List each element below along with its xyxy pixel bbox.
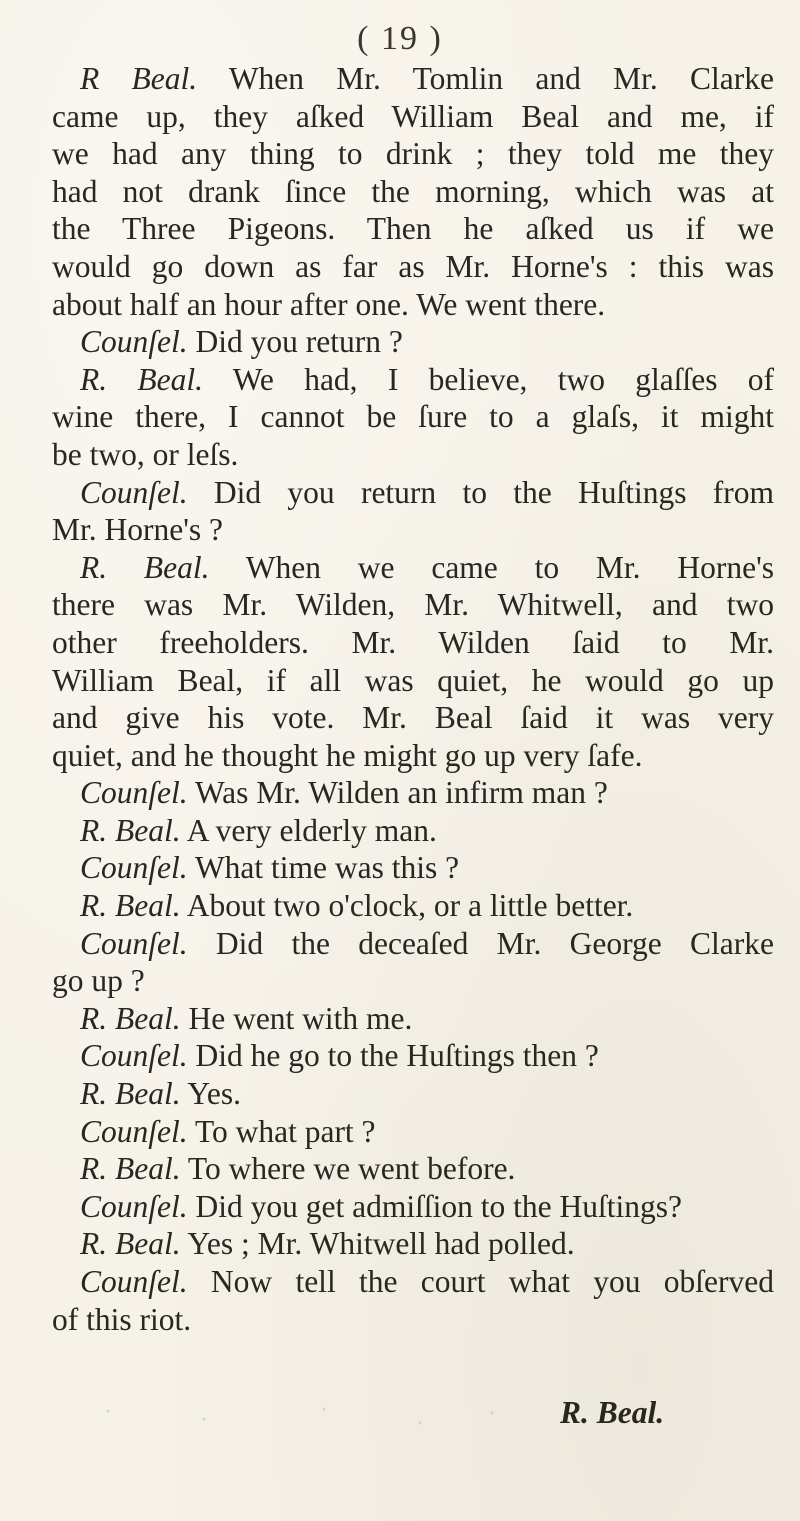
text-line bbox=[52, 210, 774, 248]
line-text: Did you get admiſſion to the Huſtings? bbox=[195, 1188, 682, 1224]
text-line bbox=[52, 1150, 774, 1188]
speaker-label: Counſel. bbox=[80, 324, 188, 360]
speaker-label: Counſel. bbox=[80, 1038, 188, 1074]
text-line bbox=[52, 248, 774, 286]
speaker-label: Counſel. bbox=[80, 1113, 188, 1149]
text-line bbox=[52, 361, 774, 399]
speaker-label: R. Beal. bbox=[80, 1151, 181, 1187]
text-line bbox=[52, 323, 774, 361]
line-text: A very elderly man. bbox=[186, 812, 437, 848]
line-text: Mr. Horne's ? bbox=[52, 512, 224, 548]
line-text: When we came to Mr. Horne's bbox=[245, 549, 774, 585]
line-text: Was Mr. Wilden an infirm man ? bbox=[194, 775, 608, 811]
line-text: William Beal, if all was quiet, he would go up bbox=[52, 662, 774, 698]
line-text: We had, I believe, two glaſſes of bbox=[232, 361, 774, 397]
text-line bbox=[52, 135, 774, 173]
speaker-label: Counſel. bbox=[80, 925, 188, 961]
page-number: ( 19 ) bbox=[357, 20, 443, 57]
speaker-label: R. Beal. bbox=[80, 1076, 181, 1112]
text-line bbox=[52, 1113, 774, 1151]
text-line bbox=[52, 98, 774, 136]
line-text: we had any thing to drink ; they told me they bbox=[52, 136, 774, 172]
text-line bbox=[52, 737, 774, 775]
text-line bbox=[52, 699, 774, 737]
text-line bbox=[52, 624, 774, 662]
speaker-label: R. Beal. bbox=[80, 1226, 181, 1262]
line-text: Did he go to the Huſtings then ? bbox=[195, 1038, 599, 1074]
text-line bbox=[52, 549, 774, 587]
line-text: Yes ; Mr. Whitwell had polled. bbox=[187, 1226, 575, 1262]
speaker-label: Counſel. bbox=[80, 1264, 188, 1299]
text-line bbox=[52, 1263, 774, 1301]
text-line bbox=[52, 849, 774, 887]
speaker-label: Counſel. bbox=[80, 1188, 188, 1224]
text-line bbox=[52, 1225, 774, 1263]
text-line bbox=[52, 962, 774, 1000]
line-text: About two o'clock, or a little better. bbox=[186, 888, 634, 924]
speaker-label: Counſel. bbox=[80, 850, 188, 886]
text-line bbox=[52, 1301, 774, 1339]
text-line bbox=[52, 286, 774, 324]
line-text: Did the deceaſed Mr. George Clarke bbox=[215, 925, 774, 961]
line-text: there was Mr. Wilden, Mr. Whitwell, and two bbox=[52, 587, 774, 623]
text-line bbox=[52, 474, 774, 512]
text-line bbox=[52, 398, 774, 436]
line-text: be two, or leſs. bbox=[52, 436, 239, 472]
speaker-label: R. Beal. bbox=[80, 888, 181, 924]
text-line bbox=[52, 586, 774, 624]
line-text: Now tell the court what you obſerved bbox=[210, 1264, 774, 1299]
text-line bbox=[52, 887, 774, 925]
text-line bbox=[52, 1188, 774, 1226]
speaker-label: R. Beal. bbox=[80, 1000, 181, 1036]
line-text: Yes. bbox=[187, 1076, 242, 1112]
line-text: had not drank ſince the morning, which was at bbox=[52, 173, 774, 209]
line-text: the Three Pigeons. Then he aſked us if we bbox=[52, 211, 774, 247]
text-line bbox=[52, 1000, 774, 1038]
text-line bbox=[52, 436, 774, 474]
line-text: He went with me. bbox=[188, 1000, 413, 1036]
speaker-label: Counſel. bbox=[80, 474, 188, 510]
line-text: To what part ? bbox=[194, 1113, 376, 1149]
line-text: When Mr. Tomlin and Mr. Clarke bbox=[228, 61, 774, 96]
text-line bbox=[52, 511, 774, 549]
line-text: To where we went before. bbox=[187, 1151, 516, 1187]
speaker-label: R. Beal. bbox=[80, 361, 203, 397]
line-text: What time was this ? bbox=[194, 850, 460, 886]
print-speckle-decoration bbox=[60, 1395, 540, 1435]
text-line bbox=[52, 662, 774, 700]
line-text: go up ? bbox=[52, 963, 145, 999]
text-line bbox=[52, 173, 774, 211]
speaker-label: Counſel. bbox=[80, 775, 188, 811]
line-text: other freeholders. Mr. Wilden ſaid to Mr. bbox=[52, 624, 774, 660]
line-text: Did you return to the Huſtings from bbox=[213, 474, 774, 510]
line-text: would go down as far as Mr. Horne's : this was bbox=[52, 248, 774, 284]
line-text: quiet, and he thought he might go up very ſafe. bbox=[52, 737, 643, 773]
text-line bbox=[52, 925, 774, 963]
catchword: R. Beal. bbox=[560, 1395, 665, 1430]
speaker-label: R. Beal. bbox=[80, 549, 210, 585]
line-text: Did you return ? bbox=[195, 324, 403, 360]
speaker-label: R Beal. bbox=[80, 61, 198, 96]
body-text bbox=[52, 60, 774, 1338]
text-line bbox=[52, 774, 774, 812]
line-text: and give his vote. Mr. Beal ſaid it was very bbox=[52, 700, 774, 736]
speaker-label: R. Beal. bbox=[80, 812, 181, 848]
text-line bbox=[52, 60, 774, 98]
text-line bbox=[52, 1037, 774, 1075]
text-line bbox=[52, 812, 774, 850]
line-text: of this riot. bbox=[52, 1301, 192, 1337]
line-text: came up, they aſked William Beal and me, if bbox=[52, 98, 774, 134]
line-text: wine there, I cannot be ſure to a glaſs, it might bbox=[52, 399, 774, 435]
text-line bbox=[52, 1075, 774, 1113]
line-text: about half an hour after one. We went there. bbox=[52, 286, 606, 322]
